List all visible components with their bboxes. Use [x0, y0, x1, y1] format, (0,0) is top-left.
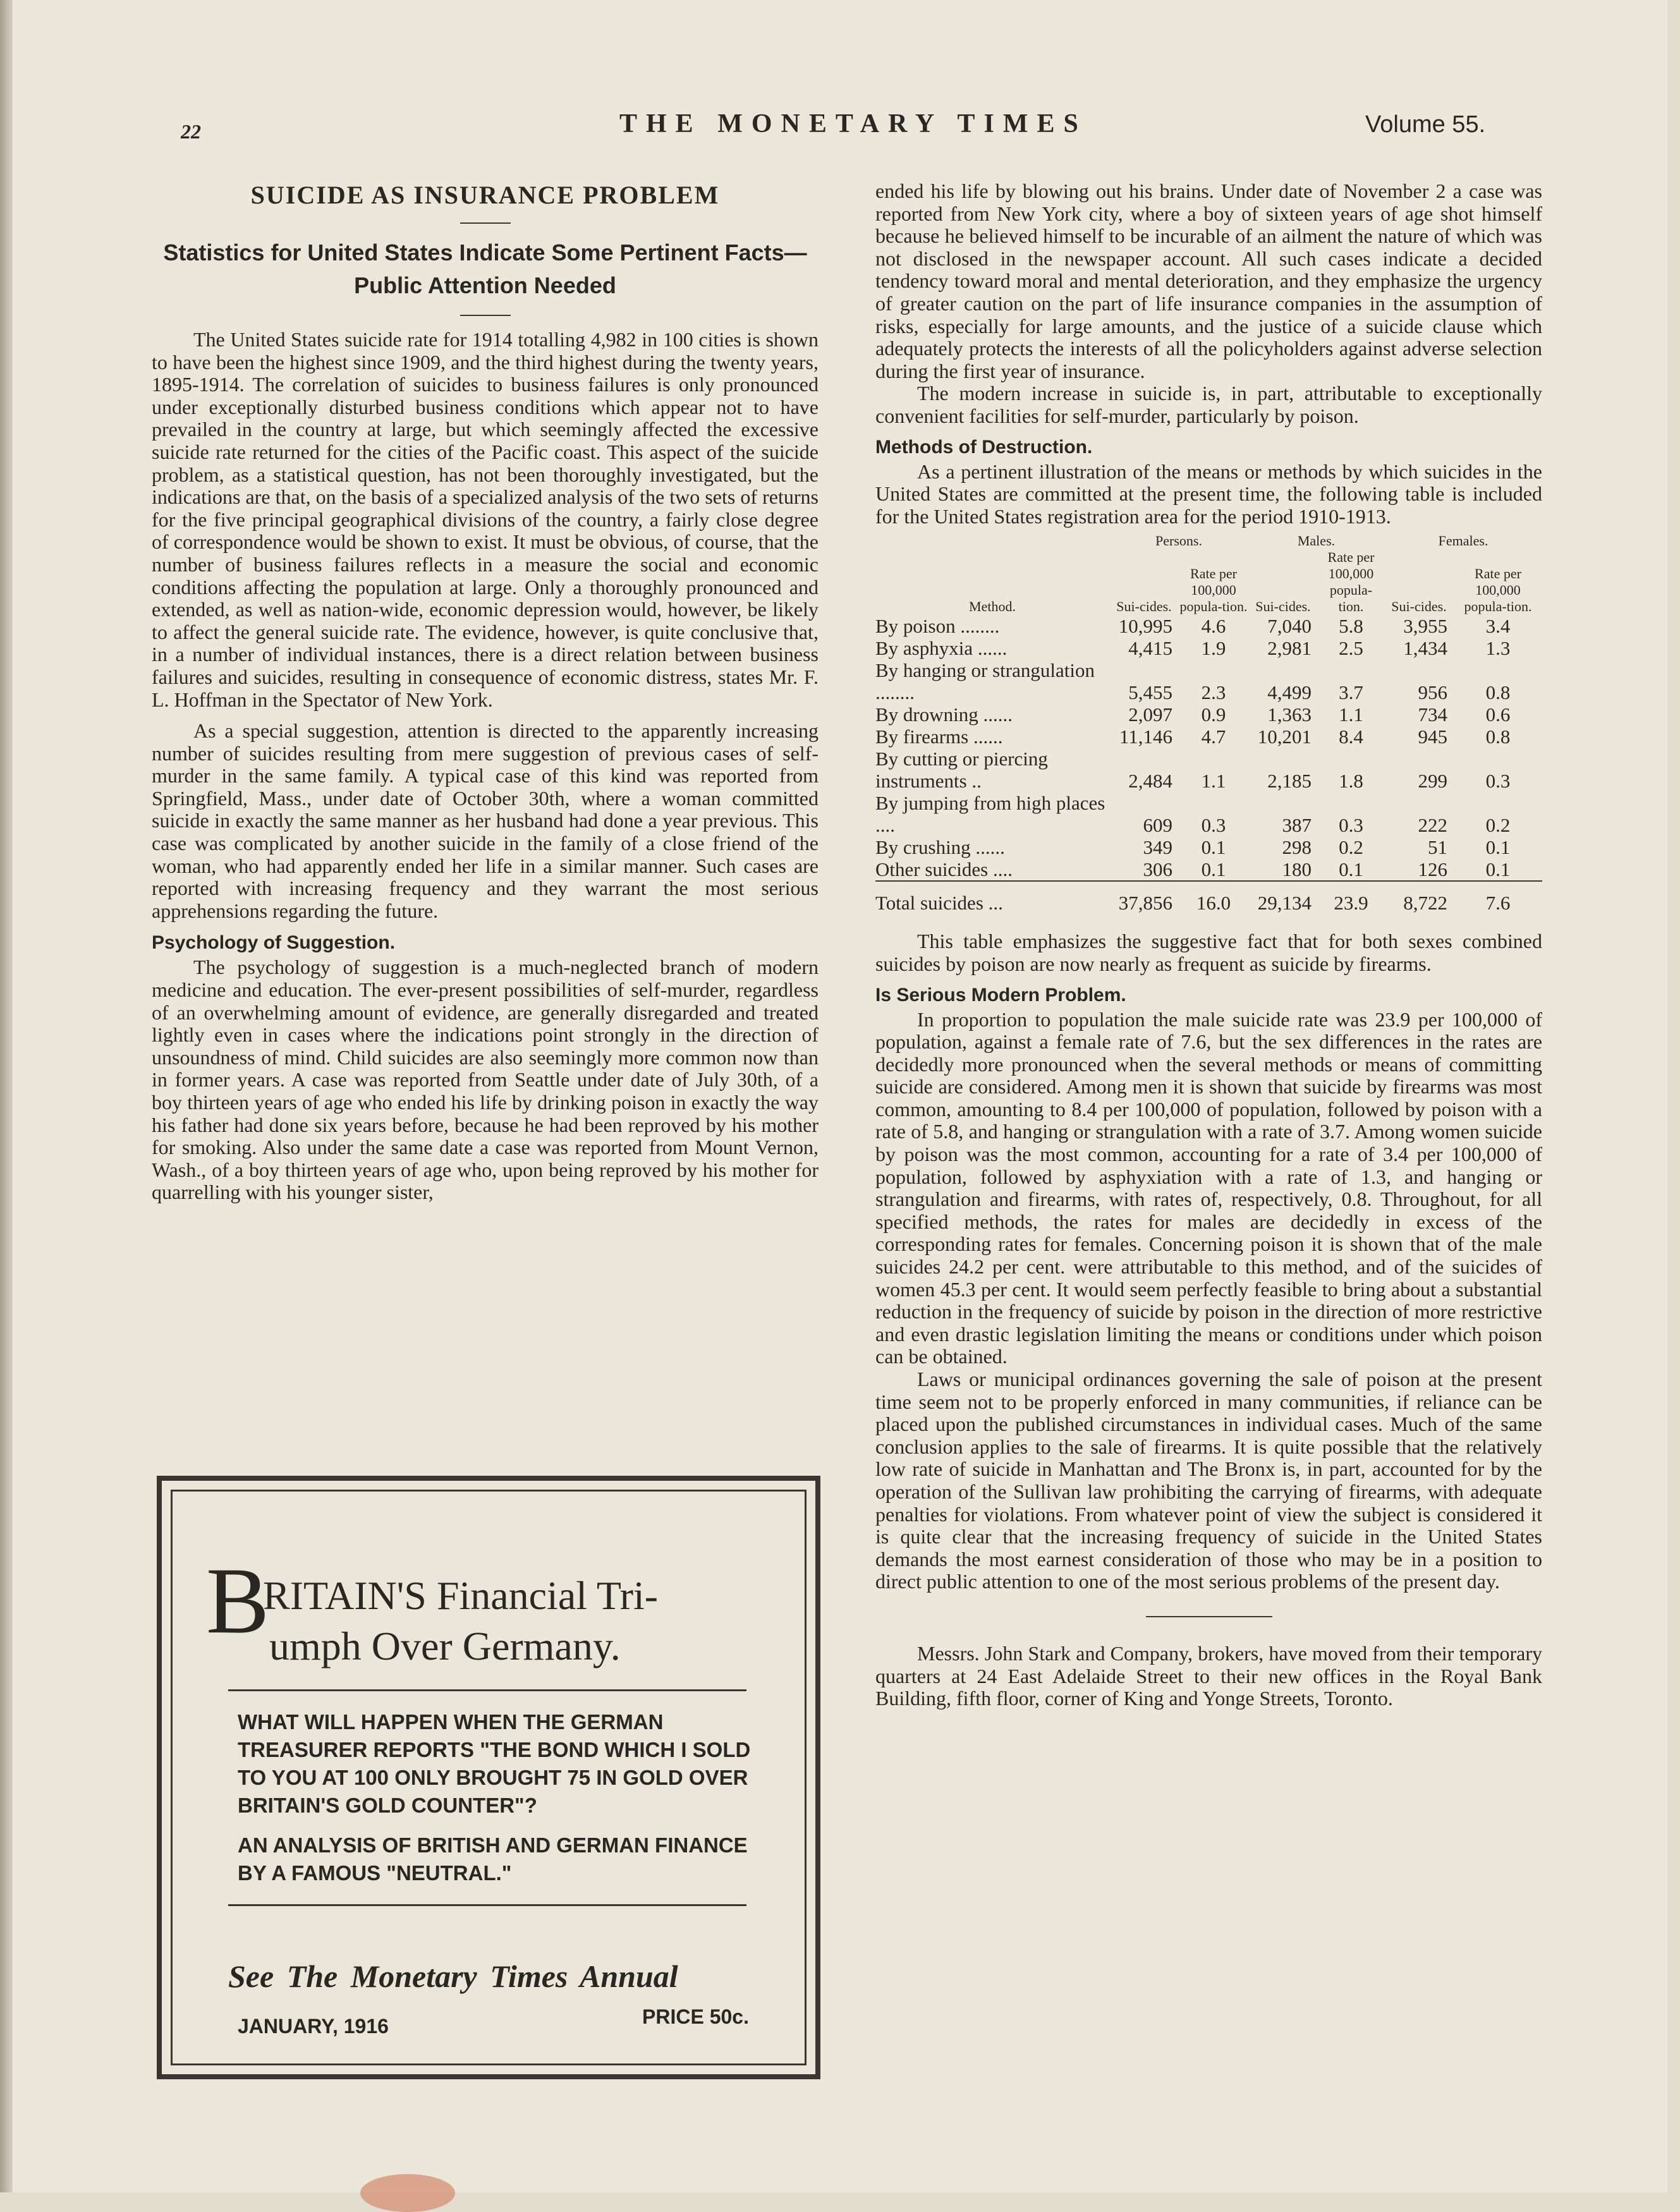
value-cell: 4,499: [1267, 681, 1312, 704]
advertisement-rule-2: [228, 1904, 746, 1906]
value-cell: 349: [1143, 836, 1172, 859]
value-cell: 609: [1143, 814, 1172, 837]
value-cell: 1,434: [1403, 637, 1447, 660]
paragraph-continued: ended his life by blowing out his brains. Under date of November 2 a case was reported from New York city, where a boy of sixteen years of age shot himself because he believed himself to be incurable of an ailment the nature of which was not disclosed in the newspaper account. All such cases indicate a decided tendency toward moral and mental deterioration, and they emphasize the urgency of greater caution on the part of life insurance companies in the assumption of risks, especially for large amounts, and the justice of a suicide clause which adequately protects the interests of all the policyholders against adverse selection during the first year of insurance.: [875, 179, 1542, 382]
value-cell: 1.1: [1339, 703, 1363, 726]
paragraph-intro: The United States suicide rate for 1914 totalling 4,982 in 100 cities is shown to have been the highest since 1909, and the third highest during the twenty years, 1895-1914. The correlation of suicides to business failures is only pronounced under exceptionally disturbed business conditions which appear not to have prevailed in the country at large, but which seemingly affected the excessive suicide rate returned for the cities of the Pacific coast. This aspect of the suicide problem, as a statistical question, has not been thoroughly investigated, but the indications are that, on the basis of a specialized analysis of the two sets of returns for the five principal geographical divisions of the country, a fairly close degree of correspondence would be shown to exist. It must be obvious, of course, that the number of business failures reflects in a measure the social and economic conditions affecting the population at large. Only a thoroughly pronounced and extended, as well as nation-wide, economic depression would, however, be likely to affect the general suicide rate. The evidence, however, is quite conclusive that, in a number of individual instances, there is a direct relation between business failures and suicides, resulting in consequence of economic distress, states Mr. F. L. Hoffman in the Spectator of New York.: [152, 328, 819, 711]
value-cell: 2,185: [1267, 770, 1312, 793]
volume-label: Volume 55.: [1365, 111, 1486, 138]
paragraph-methods: As a pertinent illustration of the means or methods by which suicides in the United States are committed at the present time, the following table is included for the United States registration area for the period 1910-1913.: [875, 459, 1542, 528]
value-cell: 2,981: [1267, 637, 1312, 660]
title-rule: [460, 222, 511, 224]
method-cell: By hanging or strangulation ........: [875, 659, 1095, 704]
advertisement-line-1: RITAIN'S Financial Tri-: [263, 1573, 659, 1618]
method-cell: Other suicides ....: [875, 858, 1109, 881]
method-cell: By crushing ......: [875, 836, 1005, 859]
col-persons-suicides: Sui-cides.: [1116, 599, 1172, 615]
table-row: [875, 748, 1542, 792]
col-females-rate: Rate per 100,000 popula-tion.: [1464, 566, 1532, 615]
heading-methods: Methods of Destruction.: [875, 436, 1093, 458]
value-cell: 0.1: [1179, 858, 1248, 881]
value-cell: 3.4: [1485, 615, 1511, 638]
value-cell: 51: [1428, 836, 1447, 859]
value-cell: 1.1: [1201, 770, 1226, 793]
value-cell: 0.2: [1339, 836, 1363, 859]
value-cell: 0.8: [1485, 681, 1511, 704]
advertisement-date: JANUARY, 1916: [238, 2015, 389, 2038]
value-cell: 2.5: [1339, 637, 1363, 660]
value-cell: 3.7: [1339, 681, 1363, 704]
advertisement-question: WHAT WILL HAPPEN WHEN THE GERMAN TREASURER REPORTS "THE BOND WHICH I SOLD TO YOU AT 100 ONLY BROUGHT 75 IN GOLD OVER BRITAIN'S GOLD COUNTER"?: [238, 1710, 751, 1817]
paragraph-suggestion: As a special suggestion, attention is directed to the apparently increasing number of suicides resulting from mere suggestion of previous cases of self-murder in the same family. A typical case of this kind was reported from Springfield, Mass., under date of October 30th, where a woman committed suicide in exactly the same manner as her husband had done a year previous. This case was complicated by another suicide in the family of a close friend of the woman, who had apparently ended her life in a similar manner. Such cases are reported with increasing frequency and they warrant the most serious apprehensions regarding the future.: [152, 719, 819, 922]
value-cell: 0.1: [1318, 858, 1384, 881]
paragraph-psychology: The psychology of suggestion is a much-neglected branch of modern medicine and education. The ever-present possibilities of self-murder, regardless of an overwhelming amount of evidence, are generally disregarded and treated lightly even in cases where the indications point strongly in the direction of unsoundness of mind. Child suicides are also seemingly more common now than in former years. A case was reported from Seattle under date of July 30th, of a boy thirteen years of age who ended his life by drinking poison in exactly the way his father had done six years before, because he had been reproved by his mother for smoking. Also under the same date a case was reported from Mount Vernon, Wash., of a boy thirteen years of age who, upon being reproved by his mother for quarrelling with his younger sister,: [152, 956, 819, 1204]
value-cell: 0.8: [1485, 726, 1511, 748]
table-total-row: [875, 881, 1542, 914]
value-cell: 8.4: [1339, 726, 1363, 748]
subtitle-rule: [460, 315, 511, 316]
table-row: [875, 637, 1542, 659]
masthead: THE MONETARY TIMES: [619, 109, 1087, 138]
table-group-header-row: [875, 533, 1542, 549]
value-cell: 298: [1282, 836, 1312, 859]
value-cell: 3,955: [1403, 615, 1447, 638]
value-cell: 126: [1384, 858, 1454, 881]
value-cell: 0.3: [1485, 770, 1511, 793]
value-cell: 10,995: [1118, 615, 1172, 638]
value-cell: 0.1: [1201, 836, 1226, 859]
right-column: [875, 180, 1542, 1710]
methods-table: [875, 533, 1542, 914]
paragraph-laws: Laws or municipal ordinances governing the sale of poison at the present time seem not to be properly enforced in many communities, if reliance can be placed upon the published circumstances in individual cases. Much of the same conclusion applies to the sale of firearms. It is quite possible that the relatively low rate of suicide in Manhattan and The Bronx is, in part, accounted for by the operation of the Sullivan law prohibiting the carrying of firearms, with adequate penalties for violations. From whatever point of view the subject is considered it is quite clear that the increasing frequency of suicide in the United States demands the most earnest consideration of those who may be in a position to direct public attention to one of the most serious problems of the present day.: [875, 1368, 1542, 1593]
total-value: 29,134: [1257, 892, 1312, 915]
method-cell: By poison ........: [875, 615, 1000, 638]
value-cell: 299: [1418, 770, 1447, 793]
value-cell: 4,415: [1128, 637, 1172, 660]
table-body: [875, 615, 1542, 914]
value-cell: 0.2: [1485, 814, 1511, 837]
value-cell: 0.1: [1485, 836, 1511, 859]
value-cell: 956: [1418, 681, 1447, 704]
table-row: [875, 792, 1542, 836]
value-cell: 1,363: [1267, 703, 1312, 726]
article-title: SUICIDE AS INSURANCE PROBLEM: [250, 181, 720, 209]
value-cell: 1.9: [1201, 637, 1226, 660]
paragraph-serious: In proportion to population the male suicide rate was 23.9 per 100,000 of population, against a female rate of 7.6, but the sex differences in the rates are decidedly more pronounced when the several methods or means of committing suicide are considered. Among men it is shown that suicide by firearms was most common, amounting to 8.4 per 100,000 of population, followed by poison with a rate of 5.8, and hanging or strangulation with a rate of 3.7. Among women suicide by poison was the most common, accounting for a rate of 3.4 per 100,000 of population, followed by asphyxiation with a rate of 1.3, and hanging or strangulation and firearms, with rates of, respectively, 0.8. Throughout, for all specified methods, the rates for males are decidedly in excess of the corresponding rates for females. Concerning poison it is shown that of the male suicides 24.2 per cent. were attributable to this method, and of the suicides of women 45.3 per cent. It would seem perfectly feasible to bring about a substantial reduction in the frequency of suicide by poison in the direction of more restrictive and even drastic legislation limiting the means or conditions under which poison can be obtained.: [875, 1007, 1542, 1368]
notice-john-stark: Messrs. John Stark and Company, brokers, have moved from their temporary quarters at 24 East Adelaide Street to their new offices in the Royal Bank Building, fifth floor, corner of King and Yonge Streets, Toronto.: [875, 1641, 1542, 1710]
advertisement-rule-1: [228, 1689, 746, 1691]
value-cell: 0.9: [1201, 703, 1226, 726]
page-header: [0, 106, 1680, 144]
total-value: 23.9: [1334, 892, 1368, 915]
group-females: Females.: [1438, 533, 1488, 549]
advertisement-price: PRICE 50c.: [642, 2005, 749, 2028]
advertisement-box: [157, 1476, 820, 2079]
heading-serious: Is Serious Modern Problem.: [875, 984, 1126, 1006]
table-row: [875, 659, 1542, 703]
table-row: [875, 726, 1542, 748]
table-row: [875, 615, 1542, 637]
method-cell: By drowning ......: [875, 703, 1013, 726]
left-column: [152, 180, 819, 1204]
total-value: 37,856: [1118, 892, 1172, 915]
total-label: Total suicides ...: [875, 892, 1003, 915]
method-cell: By cutting or piercing instruments ..: [875, 748, 1048, 793]
method-cell: By firearms ......: [875, 726, 1003, 748]
page-number: 22: [181, 120, 201, 143]
value-cell: 387: [1282, 814, 1312, 837]
col-persons-rate: Rate per 100,000 popula-tion.: [1179, 566, 1248, 615]
value-cell: 2,484: [1128, 770, 1172, 793]
value-cell: 11,146: [1119, 726, 1172, 748]
group-males: Males.: [1297, 533, 1336, 549]
value-cell: 7,040: [1267, 615, 1312, 638]
value-cell: 222: [1418, 814, 1447, 837]
col-males-rate: Rate per 100,000 popula-tion.: [1327, 549, 1375, 615]
col-method: Method.: [969, 599, 1016, 615]
value-cell: 4.7: [1201, 726, 1226, 748]
value-cell: 306: [1109, 858, 1179, 881]
value-cell: 2,097: [1128, 703, 1172, 726]
value-cell: 2.3: [1201, 681, 1226, 704]
value-cell: 1.3: [1485, 637, 1511, 660]
value-cell: 0.3: [1339, 814, 1363, 837]
value-cell: 10,201: [1257, 726, 1312, 748]
total-value: 7.6: [1485, 892, 1511, 915]
value-cell: 945: [1418, 726, 1447, 748]
value-cell: 1.8: [1339, 770, 1363, 793]
total-value: 16.0: [1196, 892, 1231, 915]
table-row: [875, 858, 1542, 881]
advertisement-line-2: umph Over Germany.: [269, 1624, 621, 1668]
value-cell: 180: [1248, 858, 1318, 881]
page-edge-shadow: [0, 0, 13, 2192]
value-cell: 4.6: [1201, 615, 1226, 638]
value-cell: 0.3: [1201, 814, 1226, 837]
method-cell: By jumping from high places ....: [875, 792, 1105, 837]
value-cell: 0.1: [1454, 858, 1542, 881]
paragraph-table-note: This table emphasizes the suggestive fact that for both sexes combined suicides by poison are now nearly as frequent as suicide by firearms.: [875, 930, 1542, 975]
value-cell: 0.6: [1485, 703, 1511, 726]
table-row: [875, 703, 1542, 726]
table-row: [875, 836, 1542, 858]
article-subtitle: Statistics for United States Indicate Some Pertinent Facts—Public Attention Needed: [163, 240, 807, 298]
advertisement-see-annual: See The Monetary Times Annual: [228, 1959, 678, 1994]
value-cell: 5.8: [1339, 615, 1363, 638]
method-cell: By asphyxia ......: [875, 637, 1007, 660]
group-persons: Persons.: [1155, 533, 1202, 549]
heading-psychology: Psychology of Suggestion.: [152, 932, 396, 954]
col-females-suicides: Sui-cides.: [1391, 599, 1447, 615]
page-stain: [360, 2174, 455, 2212]
col-males-suicides: Sui-cides.: [1255, 599, 1311, 615]
table-column-header-row: [875, 549, 1542, 615]
value-cell: 5,455: [1128, 681, 1172, 704]
advertisement-analysis: AN ANALYSIS OF BRITISH AND GERMAN FINANCE BY A FAMOUS "NEUTRAL.": [238, 1833, 748, 1885]
paragraph-modern-increase: The modern increase in suicide is, in part, attributable to exceptionally convenient facilities for self-murder, particularly by poison.: [875, 382, 1542, 427]
advertisement-initial: B: [206, 1548, 270, 1653]
total-value: 8,722: [1403, 892, 1447, 915]
section-divider: [1146, 1616, 1272, 1617]
value-cell: 734: [1418, 703, 1447, 726]
